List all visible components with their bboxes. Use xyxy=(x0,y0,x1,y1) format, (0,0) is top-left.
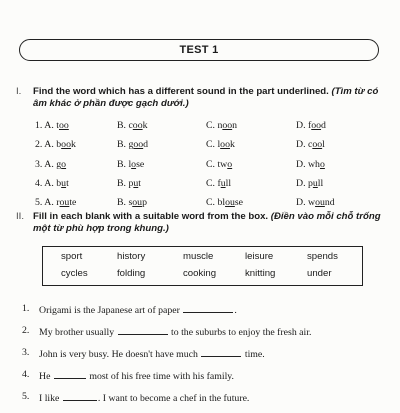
question-row xyxy=(35,120,375,139)
fill-in-sentences xyxy=(22,303,392,413)
option-b: B. cook xyxy=(117,120,148,131)
option-b: B. good xyxy=(117,139,149,151)
option-d: D. wound xyxy=(296,197,335,209)
sentence-text: Origami is the Japanese art of paper . xyxy=(39,305,237,316)
sentence-item xyxy=(22,347,392,369)
answer-blank[interactable] xyxy=(118,325,168,335)
question-row xyxy=(35,159,375,178)
word-box-item: cycles xyxy=(61,268,88,279)
word-box-item: cooking xyxy=(183,268,217,279)
test-title: TEST 1 xyxy=(179,44,219,56)
sentence-number: 2. xyxy=(22,325,30,336)
section-2-instruction-vi: (Điền vào mỗi chỗ trống một từ phù hợp trong khung.) xyxy=(33,211,381,234)
word-box-row xyxy=(43,251,362,265)
test-title-banner xyxy=(19,39,379,61)
section-1-instruction-vi: (Tìm từ có âm khác ở phần được gạch dưới.) xyxy=(33,86,379,109)
sentence-number: 4. xyxy=(22,369,30,380)
answer-blank[interactable] xyxy=(183,303,233,313)
word-box-item: sport xyxy=(61,251,83,262)
option-b: B. put xyxy=(117,177,141,189)
option-c: C. look xyxy=(206,139,235,151)
option-d: D. cool xyxy=(296,139,325,151)
word-box xyxy=(42,246,363,286)
option-c: C. full xyxy=(206,177,232,189)
option-a: 5. A. route xyxy=(35,197,77,209)
section-2-instruction-en: Fill in each blank with a suitable word from the box. xyxy=(33,211,269,222)
option-a: 3. A. go xyxy=(35,158,67,170)
section-1-instruction xyxy=(33,86,385,110)
option-b: B. soup xyxy=(117,197,147,209)
sentence-text: I like . I want to become a chef in the future. xyxy=(39,393,250,404)
option-c: C. two xyxy=(206,158,233,170)
option-a: 1. A. too xyxy=(35,120,69,131)
word-box-item: history xyxy=(117,251,146,262)
option-a: 2. A. book xyxy=(35,139,76,151)
sentence-text: John is very busy. He doesn't have much time. xyxy=(39,349,265,360)
section-2-number: II. xyxy=(16,211,24,222)
sentence-number: 1. xyxy=(22,303,30,314)
answer-blank[interactable] xyxy=(201,347,241,357)
word-box-row xyxy=(43,268,362,282)
section-1-number: I. xyxy=(16,86,22,97)
question-row xyxy=(35,178,375,197)
word-box-item: leisure xyxy=(245,251,274,262)
sentence-text: My brother usually to the suburbs to enjoy the fresh air. xyxy=(39,327,312,338)
option-c: C. blouse xyxy=(206,197,244,209)
option-b: B. lose xyxy=(117,158,145,170)
sentence-item xyxy=(22,391,392,413)
answer-blank[interactable] xyxy=(54,369,86,379)
option-d: D. who xyxy=(296,158,325,170)
question-row xyxy=(35,139,375,158)
option-d: D. food xyxy=(296,120,326,131)
word-box-item: spends xyxy=(307,251,338,262)
option-c: C. noon xyxy=(206,120,238,131)
option-a: 4. A. but xyxy=(35,177,69,189)
section-2-instruction xyxy=(33,211,385,235)
pronunciation-questions xyxy=(35,120,375,216)
sentence-item xyxy=(22,369,392,391)
option-d: D. pull xyxy=(296,177,324,189)
sentence-item xyxy=(22,325,392,347)
sentence-item xyxy=(22,303,392,325)
section-1-instruction-en: Find the word which has a different sound in the part underlined. xyxy=(33,86,329,97)
sentence-number: 3. xyxy=(22,347,30,358)
word-box-item: folding xyxy=(117,268,146,279)
word-box-item: under xyxy=(307,268,332,279)
word-box-item: knitting xyxy=(245,268,276,279)
sentence-number: 5. xyxy=(22,391,30,402)
sentence-text: He most of his free time with his family. xyxy=(39,371,235,382)
word-box-item: muscle xyxy=(183,251,214,262)
